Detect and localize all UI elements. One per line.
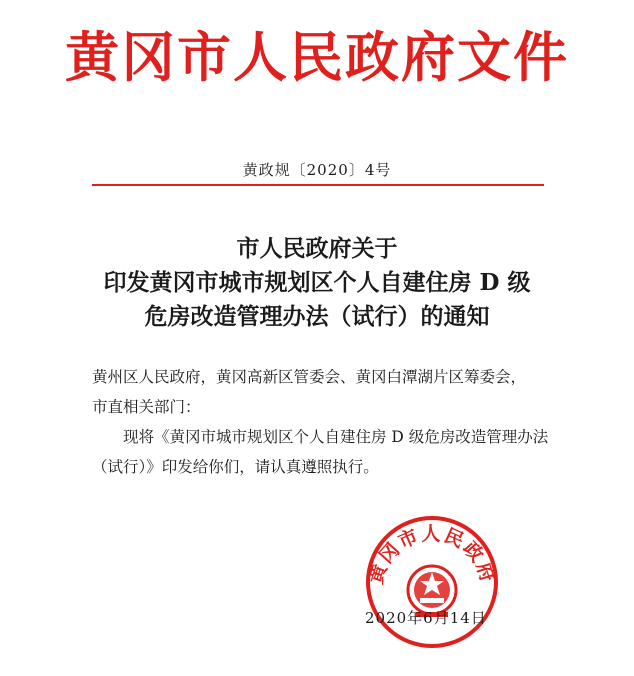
document-masthead: 黄冈市人民政府文件 (65, 25, 569, 89)
notice-paragraph: 现将《黄冈市城市规划区个人自建住房 D 级危房改造管理办法（试行）》印发给你们，请认真遵照执行。 (92, 428, 549, 476)
notice-title-line-2: 印发黄冈市城市规划区个人自建住房 D 级 (103, 269, 531, 296)
seal-text: 黄冈市人民政府 (364, 523, 500, 587)
notice-title-line-3: 危房改造管理办法（试行）的通知 (144, 303, 490, 330)
document-date: 2020年6月14日 (365, 609, 487, 627)
red-divider-line (92, 184, 544, 186)
document-number: 黄政规〔2020〕4号 (242, 161, 392, 179)
recipients-line-2: 市直相关部门： (92, 398, 201, 416)
notice-body (92, 362, 552, 482)
notice-title (0, 232, 634, 334)
official-seal (362, 512, 502, 652)
recipients-line-1: 黄州区人民政府，黄冈高新区管委会、黄冈白潭湖片区筹委会， (92, 368, 527, 386)
notice-title-line-1: 市人民政府关于 (236, 235, 398, 262)
seal-icon (362, 512, 502, 652)
